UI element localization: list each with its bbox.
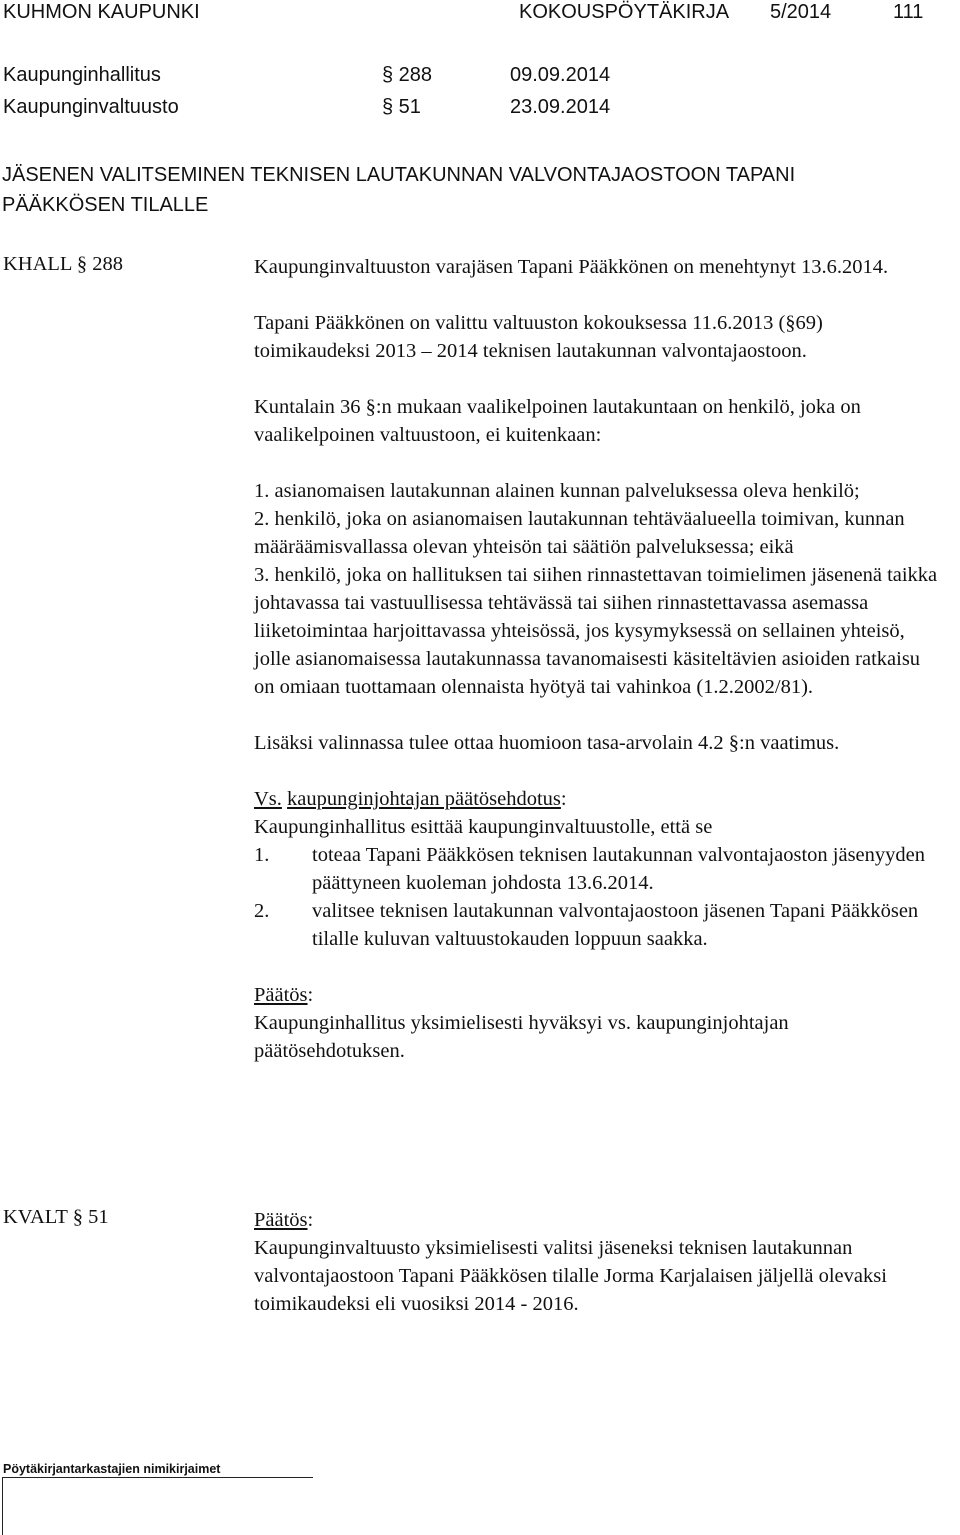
page-title: JÄSENEN VALITSEMINEN TEKNISEN LAUTAKUNNAN VALVONTAJAOSTOON TAPANI PÄÄKKÖSEN TILALLE [2, 164, 796, 216]
issue-number: 5/2014 [770, 1, 832, 23]
khall-decision-text: Kaupunginhallitus yksimielisesti hyväksyi vs. kaupunginjohtajan päätösehdotuksen. [254, 1012, 789, 1062]
page-number: 111 [893, 1, 924, 23]
kvalt-decision-heading: Päätös: [254, 1209, 314, 1231]
proposal-label: kaupunginjohtajan päätösehdotus [287, 788, 561, 810]
proposal-item-number: 1. [254, 844, 270, 866]
proposal-item-text: valitsee teknisen lautakunnan valvontajaostoon jäsenen Tapani Pääkkösen tilalle kuluvan valtuustokauden loppuun saakka. [312, 900, 919, 950]
org-name: KUHMON KAUPUNKI [3, 1, 200, 23]
proposal-item-1 [254, 841, 944, 897]
date-2: 23.09.2014 [510, 96, 611, 118]
initials-box-top-border [2, 1477, 313, 1478]
khall-label: KHALL § 288 [3, 253, 123, 275]
exclusion-item-2: 2. henkilö, joka on asianomaisen lautakunnan tehtäväalueella toimivan, kunnan määräämisvallassa olevan yhteisön tai säätiön palveluksessa; eikä [254, 508, 905, 558]
exclusion-item-3: 3. henkilö, joka on hallituksen tai siihen rinnastettavan toimielimen jäsenenä taikka johtavassa tai vastuullisessa tehtävässä tai siihen rinnastettavassa asemassa liiketoimintaa harjoittavassa yhteisössä, jos kysymyksessä on sellainen yhteisö, jolle asianomaisessa lautakunnassa tavanomaisesti käsiteltävien asioiden ratkaisu on omiaan tuottamaan olennaista hyötyä tai vahinkoa (1.2.2002/81). [254, 564, 938, 698]
date-1: 09.09.2014 [510, 64, 611, 86]
kvalt-decision-text: Kaupunginvaltuusto yksimielisesti valitsi jäseneksi teknisen lautakunnan valvontajaostoon Tapani Pääkkösen tilalle Jorma Karjalaisen jäljellä olevaksi toimikaudeksi eli vuosiksi 2014 - 2016. [254, 1237, 887, 1315]
proposal-item-2 [254, 897, 944, 953]
khall-paragraph-4: Lisäksi valinnassa tulee ottaa huomioon tasa-arvolain 4.2 §:n vaatimus. [254, 732, 840, 754]
exclusion-item-1: 1. asianomaisen lautakunnan alainen kunnan palveluksessa oleva henkilö; [254, 480, 860, 502]
khall-decision-heading: Päätös: [254, 984, 314, 1006]
document-type: KOKOUSPÖYTÄKIRJA [519, 1, 730, 23]
proposal-item-text: toteaa Tapani Pääkkösen teknisen lautakunnan valvontajaoston jäsenyyden päättyneen kuoleman johdosta 13.6.2014. [312, 844, 926, 894]
khall-decision-label: Päätös [254, 984, 308, 1006]
section-2: § 51 [382, 96, 421, 118]
proposal-intro: Kaupunginhallitus esittää kaupunginvaltuustolle, että se [254, 816, 713, 838]
khall-paragraph-3: Kuntalain 36 §:n mukaan vaalikelpoinen lautakuntaan on henkilö, joka on vaalikelpoinen valtuustoon, ei kuitenkaan: [254, 396, 861, 446]
khall-paragraph-1: Kaupunginvaltuuston varajäsen Tapani Pääkkönen on menehtynyt 13.6.2014. [254, 256, 889, 278]
body-name-2: Kaupunginvaltuusto [3, 96, 179, 118]
proposal-item-number: 2. [254, 900, 270, 922]
proposal-heading: Vs. kaupunginjohtajan päätösehdotus: [254, 788, 567, 810]
section-1: § 288 [382, 64, 433, 86]
proposal-prefix: Vs. [254, 788, 282, 810]
kvalt-content [254, 1206, 944, 1318]
initials-box-left-border [2, 1477, 3, 1535]
khall-content [254, 253, 944, 1065]
kvalt-label: KVALT § 51 [3, 1206, 109, 1228]
khall-paragraph-2: Tapani Pääkkönen on valittu valtuuston kokouksessa 11.6.2013 (§69) toimikaudeksi 2013 – 2014 teknisen lautakunnan valvontajaostoon. [254, 312, 823, 362]
kvalt-decision-label: Päätös [254, 1209, 308, 1231]
initials-label: Pöytäkirjantarkastajien nimikirjaimet [3, 1462, 221, 1476]
body-name-1: Kaupunginhallitus [3, 64, 161, 86]
